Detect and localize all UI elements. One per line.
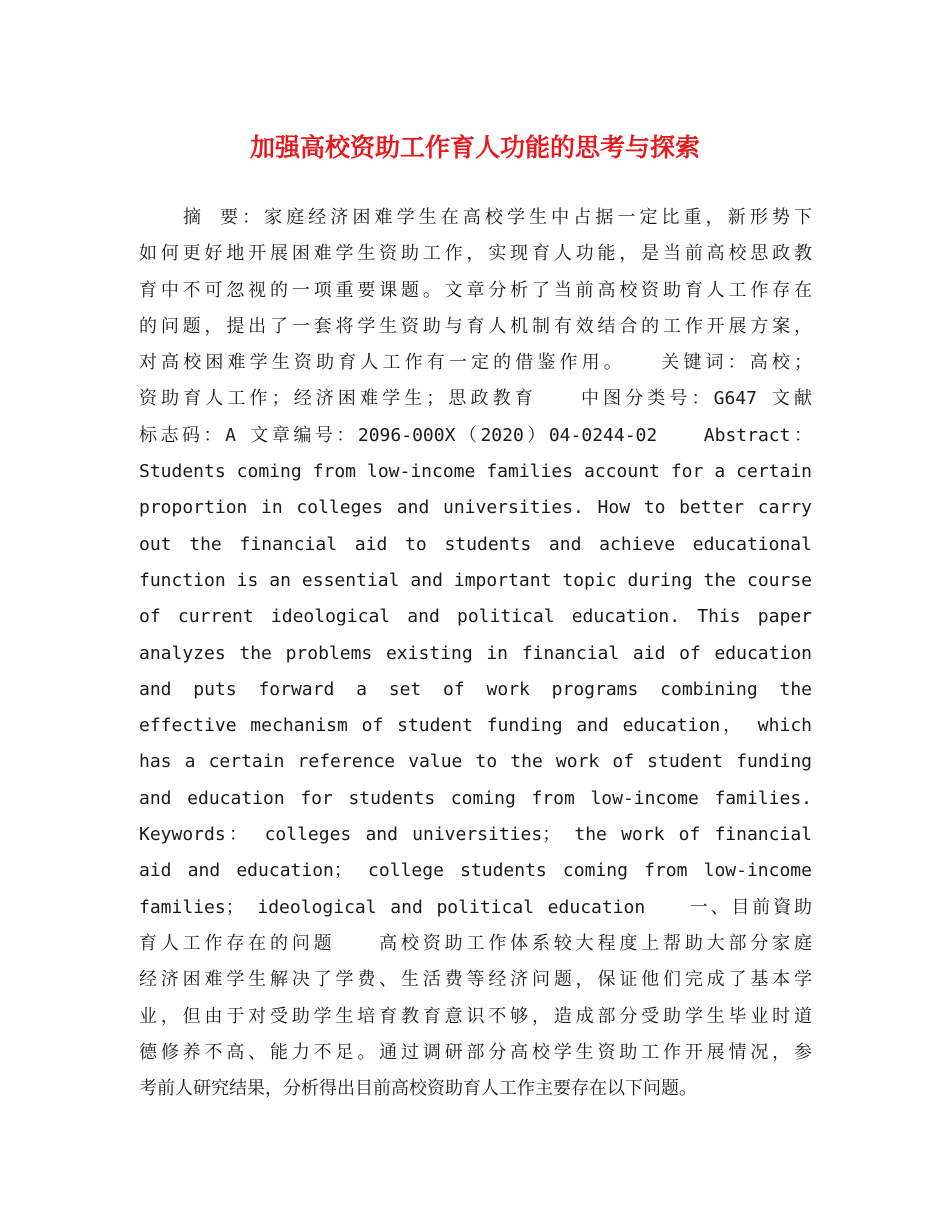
body-line: and puts forward a set of work programs combining the [139, 678, 812, 700]
body-line: Keywords： colleges and universities； the work of financial [139, 824, 812, 846]
body-line: families； ideological and political education 一、目前資助 [139, 896, 812, 918]
document-body [139, 200, 812, 1107]
body-line: of current ideological and political education. This paper [139, 606, 812, 628]
body-line: effective mechanism of student funding and education， which [139, 715, 812, 737]
body-line: 经济困难学生解决了学费、生活费等经济问题，保证他们完成了基本学 [139, 969, 812, 991]
body-line: and education for students coming from low-income families. [139, 787, 812, 809]
body-line: 资助育人工作；经济困难学生；思政教育 中图分类号：G647 文献 [139, 388, 812, 410]
body-line: out the financial aid to students and achieve educational [139, 533, 812, 555]
body-line: analyzes the problems existing in financial aid of education [139, 642, 812, 664]
document-title: 加强高校资助工作育人功能的思考与探索 [249, 133, 700, 162]
body-line: aid and education； college students coming from low-income [139, 860, 812, 882]
body-line: function is an essential and important topic during the course [139, 569, 812, 591]
body-line: 摘 要：家庭经济困难学生在高校学生中占据一定比重，新形势下 [183, 207, 812, 228]
body-line: 考前人研究结果，分析得出目前高校资助育人工作主要存在以下问题。 [139, 1078, 697, 1100]
body-line: Students coming from low-income families account for a certain [139, 461, 812, 483]
body-line: 业，但由于对受助学生培育教育意识不够，造成部分受助学生毕业时道 [139, 1005, 812, 1027]
body-line: 对高校困难学生资助育人工作有一定的借鉴作用。 关键词：高校； [139, 352, 812, 374]
body-line: has a certain reference value to the work of student funding [139, 751, 812, 773]
body-line: 如何更好地开展困难学生资助工作，实现育人功能，是当前高校思政教 [139, 243, 812, 265]
body-line: 育人工作存在的问题 高校资助工作体系较大程度上帮助大部分家庭 [139, 932, 812, 954]
body-line: proportion in colleges and universities. How to better carry [139, 497, 812, 519]
body-line: 德修养不高、能力不足。通过调研部分高校学生资助工作开展情况，参 [139, 1041, 812, 1063]
body-line: 育中不可忽视的一项重要课题。文章分析了当前高校资助育人工作存在 [139, 279, 812, 301]
body-line: 标志码：A 文章编号：2096-000X（2020）04-0244-02 Abstract： [139, 424, 812, 446]
body-line: 的问题，提出了一套将学生资助与育人机制有效结合的工作开展方案， [139, 315, 812, 337]
